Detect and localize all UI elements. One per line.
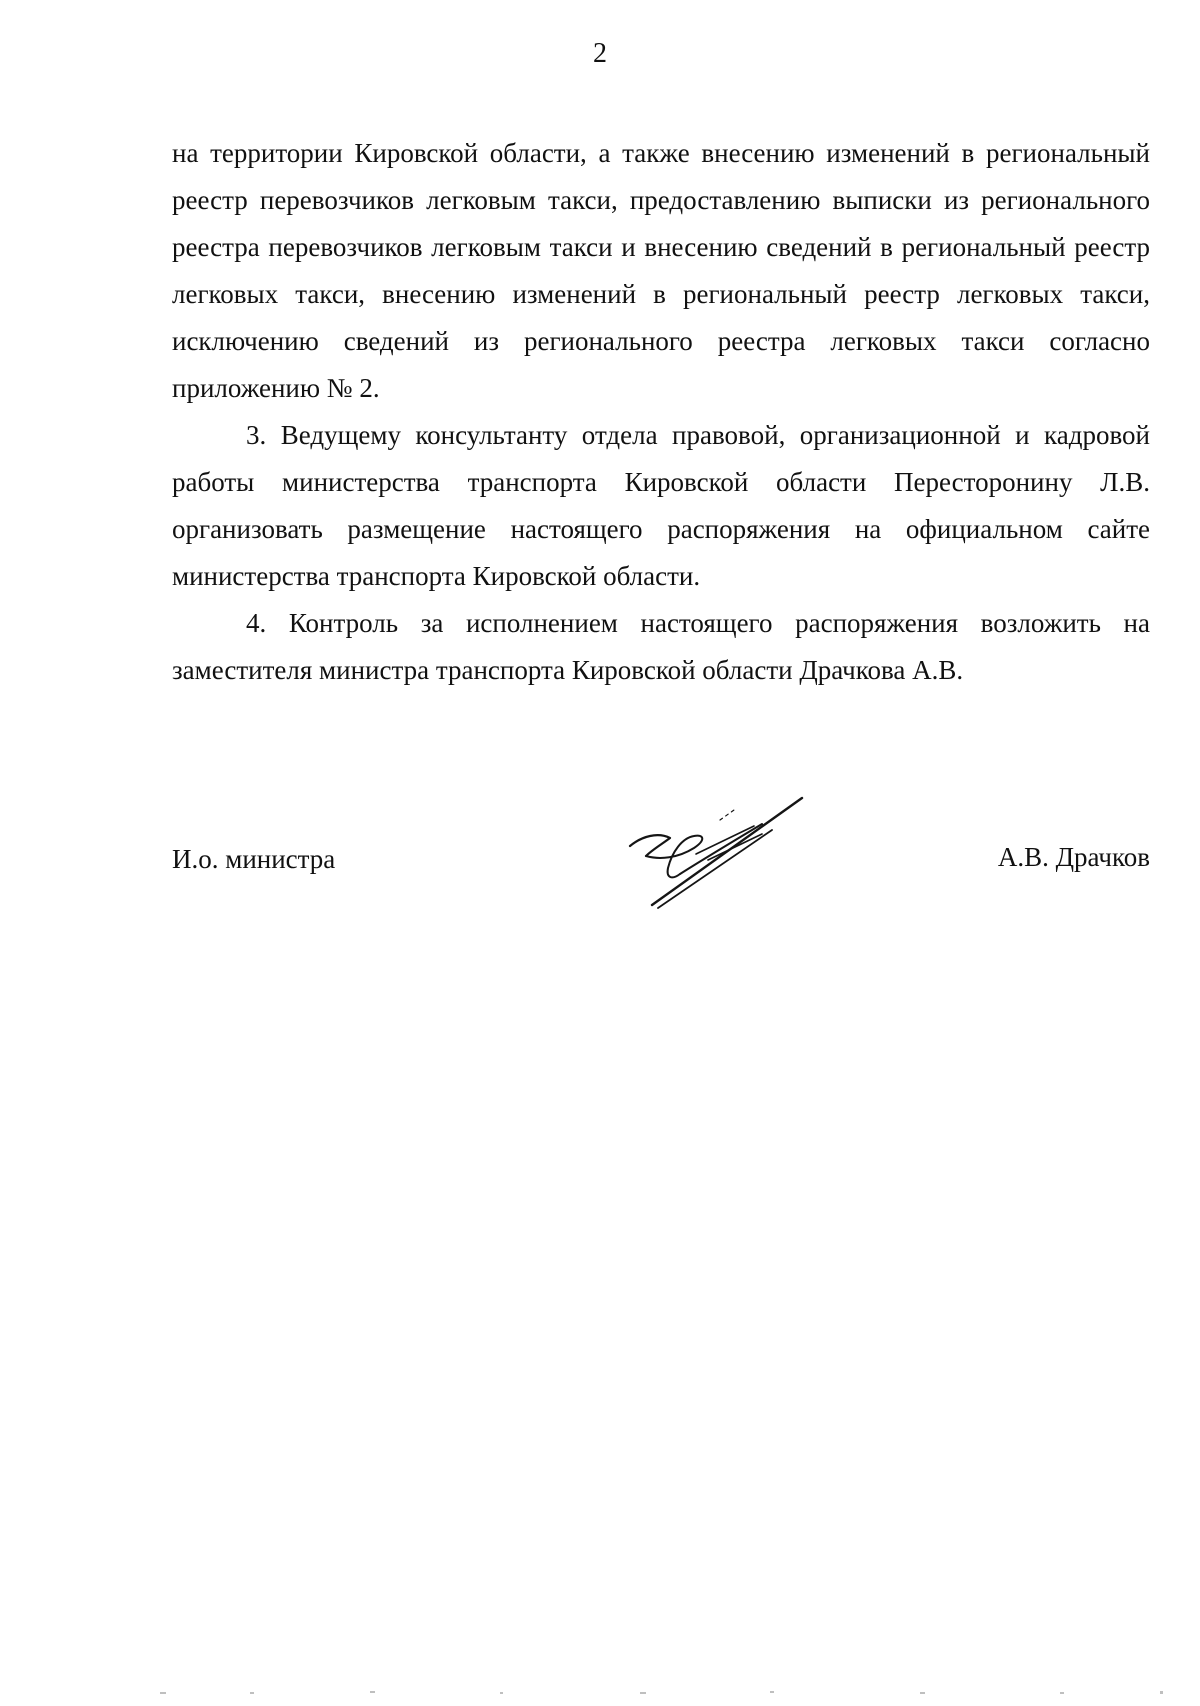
signatory-title: И.о. министра <box>172 844 336 874</box>
paragraph-item-3: 3. Ведущему консультанту отдела правовой, организационной и кадровой работы министерства транспорта Кировской области Пересторонину Л.В. организовать размещение настоящего распоряжения на официальном сайте министерства транспорта Кировской области. <box>172 420 1150 591</box>
handwritten-signature <box>622 790 822 925</box>
paragraph-item-4: 4. Контроль за исполнением настоящего распоряжения возложить на заместителя министра транспорта Кировской области Драчкова А.В. <box>172 608 1150 685</box>
document-body <box>172 130 1150 694</box>
signature-block <box>172 770 1150 920</box>
signatory-name: А.В. Драчков <box>997 842 1150 872</box>
paragraph-continuation: на территории Кировской области, а также внесению изменений в региональный реестр перевозчиков легковым такси, предоставлению выписки из регионального реестра перевозчиков легковым такси и внесению сведений в региональный реестр легковых такси, внесению изменений в региональный реестр легковых такси, исключению сведений из регионального реестра легковых такси согласно приложению № 2. <box>172 138 1150 403</box>
scan-artifact <box>160 1690 1170 1696</box>
page-number: 2 <box>593 38 607 69</box>
